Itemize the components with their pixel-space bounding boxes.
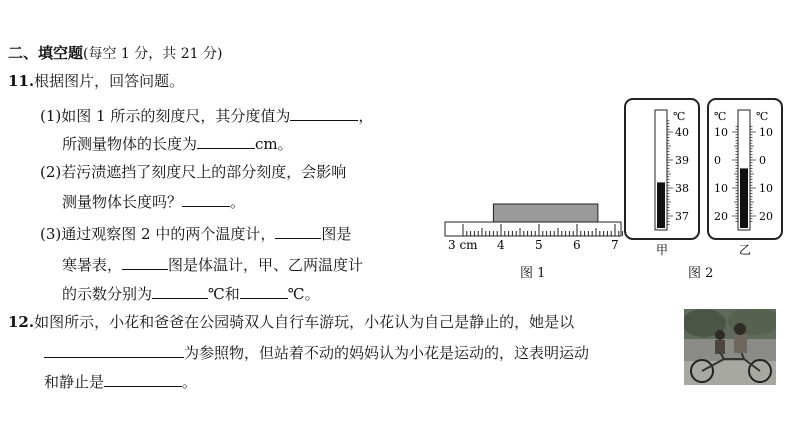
answer-blank-reading-jia[interactable] [152,284,208,299]
answer-blank-relative[interactable] [104,372,182,387]
ruler-number: 7 [611,238,619,252]
section-note: (每空 1 分，共 21 分) [83,46,223,62]
answer-blank-length[interactable] [197,134,255,149]
yi-unit-symbol-right: ℃ [756,110,769,123]
q11-p3c-mid: ℃和 [208,285,240,303]
tandem-bicycle-photo [684,309,776,385]
q11-p1b-unit: cm。 [255,135,293,153]
figure1-caption: 图 1 [520,266,546,281]
yi-unit-symbol-left: ℃ [714,110,727,123]
ruler-number: 4 [497,238,505,252]
yi-scale-number-left: 10 [714,126,728,139]
yi-scale-number-right: 10 [759,182,773,195]
yi-scale-number-left: 20 [714,210,728,223]
thermometer-yi-column [740,168,748,228]
yi-scale-number-left: 10 [714,182,728,195]
answer-blank-reference[interactable] [44,343,184,358]
yi-scale-number-right: 10 [759,126,773,139]
section-title: 二、填空题 [8,44,84,62]
jia-scale-number: 38 [675,182,689,195]
section-header [8,44,222,63]
q11-p1b-text: 所测量物体的长度为 [62,135,198,153]
q11-part2-line1 [40,163,346,181]
q11-p3b-start: 寒暑表， [62,256,123,274]
figure2-caption: 图 2 [688,266,714,281]
answer-blank-division[interactable] [290,106,358,121]
q11-p3c-end: ℃。 [287,285,320,303]
thermometer-jia-label: 甲 [656,243,669,257]
thermometer-jia-column [657,182,665,228]
q12-line3-start: 和静止是 [44,373,105,391]
answer-blank-affect[interactable] [182,192,230,207]
q11-part3-line1 [40,224,351,243]
q11-stem-line [8,72,184,90]
q11-part1-line2 [62,134,293,153]
q11-part3-line2 [62,255,363,274]
thermometer-yi-label: 乙 [739,243,752,257]
jia-unit-symbol: ℃ [673,110,686,123]
ruler-number: 6 [573,238,581,252]
q11-number: 11. [8,72,35,90]
q12-number: 12. [8,313,35,331]
figure1-ruler [443,200,623,260]
measured-object [493,204,598,222]
q11-part2-line2 [62,192,245,211]
q11-stem: 根据图片，回答问题。 [34,72,185,90]
q12-line2 [44,343,589,362]
q11-p3b-mid: 图是体温计，甲、乙两温度计 [168,256,364,274]
q11-part1-line1 [40,106,373,125]
q11-part3-line3 [62,284,320,303]
q11-p3-end: 图是 [321,225,352,243]
q11-p2b-punct: 。 [230,193,246,211]
q12-line3 [44,372,197,391]
answer-blank-weather-thermometer[interactable] [275,224,321,239]
q12-line2-text: 为参照物，但站着不动的妈妈认为小花是运动的，这表明运动 [184,344,590,362]
figure2-thermometers [622,96,794,258]
jia-scale-number: 40 [675,126,689,139]
jia-scale-number: 37 [675,210,689,223]
q11-p1-text: (1)如图 1 所示的刻度尺，其分度值为 [40,107,291,125]
answer-blank-reading-yi[interactable] [240,284,288,299]
q12-line3-end: 。 [182,373,198,391]
yi-scale-number-left: 0 [714,154,721,167]
yi-scale-number-right: 20 [759,210,773,223]
answer-blank-clinical-thermometer[interactable] [122,255,168,270]
q11-p1-punct: ， [358,107,374,125]
q11-p3c-start: 的示数分别为 [62,285,153,303]
ruler-number: 5 [535,238,543,252]
q11-p3-text: (3)通过观察图 2 中的两个温度计， [40,225,276,243]
ruler-body [445,222,621,236]
q11-p2-text: (2)若污渍遮挡了刻度尺上的部分刻度，会影响 [40,163,347,181]
ruler-unit-label: 3 cm [448,238,478,252]
q12-line1 [8,313,574,331]
q12-line1-text: 如图所示，小花和爸爸在公园骑双人自行车游玩，小花认为自己是静止的，她是以 [34,313,575,331]
jia-scale-number: 39 [675,154,689,167]
q11-p2b-text: 测量物体长度吗？ [62,193,183,211]
yi-scale-number-right: 0 [759,154,766,167]
